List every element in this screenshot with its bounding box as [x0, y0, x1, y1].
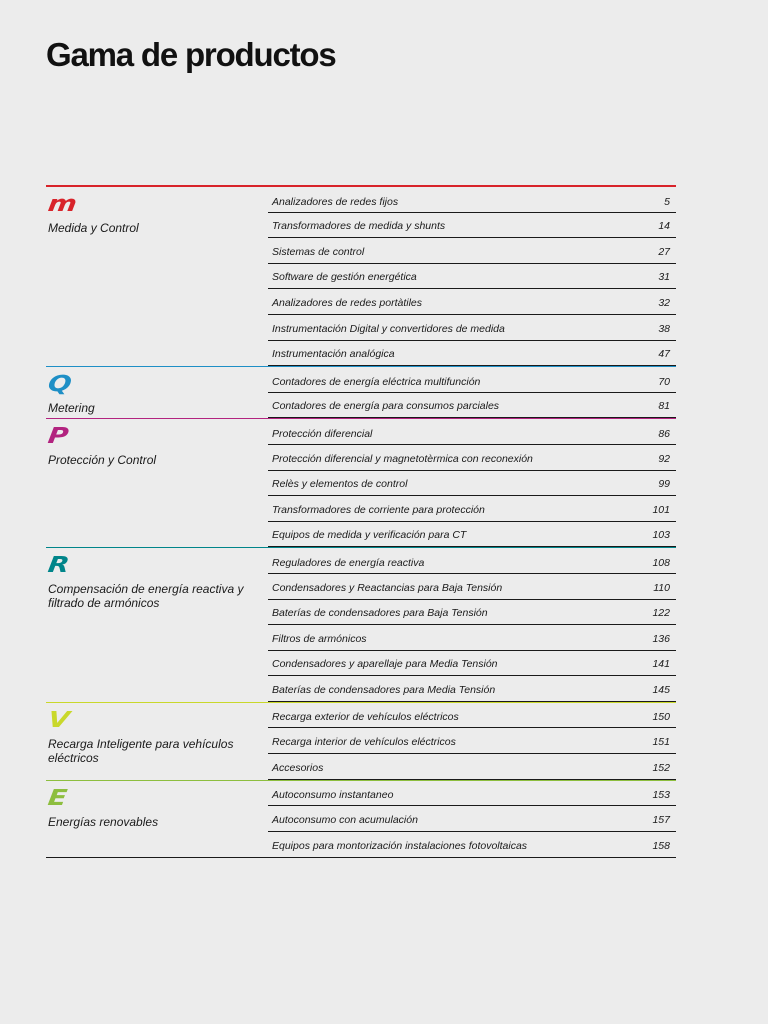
- entry-title: Instrumentación analógica: [272, 348, 395, 361]
- entry-page-number: 108: [652, 556, 670, 569]
- entry-page-number: 81: [658, 400, 670, 413]
- entry-page-number: 150: [652, 711, 670, 724]
- catalog-section: [46, 780, 676, 859]
- catalog-section: [46, 366, 676, 418]
- entry-page-number: 152: [652, 761, 670, 774]
- entry-title: Equipos para montorización instalaciones fotovoltaicas: [272, 840, 528, 853]
- catalog-entry[interactable]: [268, 703, 676, 729]
- section-item-list: [268, 367, 676, 418]
- entry-title: Autoconsumo instantaneo: [272, 789, 394, 802]
- entry-title: Relès y elementos de control: [272, 478, 408, 491]
- entry-page-number: 27: [658, 245, 670, 258]
- section-name: Metering: [48, 401, 95, 416]
- catalog-entry[interactable]: [268, 754, 676, 780]
- catalog-entry[interactable]: [268, 651, 676, 677]
- catalog-entry[interactable]: [268, 806, 676, 832]
- entry-page-number: 14: [658, 220, 670, 233]
- section-header: [46, 781, 268, 858]
- catalog-entry[interactable]: [268, 315, 676, 341]
- entry-title: Accesorios: [272, 761, 324, 774]
- section-item-list: [268, 703, 676, 780]
- catalog-entry[interactable]: [268, 522, 676, 548]
- catalog-section: [46, 418, 676, 547]
- section-header: [46, 703, 268, 780]
- entry-page-number: 86: [658, 427, 670, 440]
- section-header: [46, 187, 268, 366]
- catalog-entry[interactable]: [268, 419, 676, 445]
- entry-page-number: 122: [652, 607, 670, 620]
- entry-title: Filtros de armónicos: [272, 632, 367, 645]
- entry-title: Sistemas de control: [272, 245, 365, 258]
- entry-page-number: 99: [658, 478, 670, 491]
- entry-page-number: 101: [652, 503, 670, 516]
- section-name: Medida y Control: [48, 221, 139, 235]
- entry-title: Analizadores de redes portàtiles: [272, 296, 423, 309]
- entry-page-number: 92: [658, 452, 670, 465]
- section-item-list: [268, 419, 676, 547]
- section-header: [46, 367, 268, 418]
- entry-title: Equipos de medida y verificación para CT: [272, 529, 467, 542]
- product-catalog: [46, 185, 676, 858]
- entry-page-number: 38: [658, 322, 670, 335]
- catalog-section: [46, 702, 676, 780]
- entry-page-number: 141: [652, 658, 670, 671]
- page-title: Gama de productos: [46, 36, 336, 73]
- section-letter-logo: Q: [46, 372, 74, 398]
- catalog-entry[interactable]: [268, 600, 676, 626]
- entry-title: Software de gestión energética: [272, 271, 417, 284]
- catalog-entry[interactable]: [268, 289, 676, 315]
- section-name: Recarga Inteligente para vehículos eléctricos: [48, 736, 234, 765]
- entry-title: Recarga interior de vehículos eléctricos: [272, 736, 456, 749]
- catalog-entry[interactable]: [268, 471, 676, 497]
- catalog-entry[interactable]: [268, 548, 676, 574]
- entry-title: Contadores de energía eléctrica multifunción: [272, 375, 481, 388]
- entry-title: Analizadores de redes fijos: [272, 195, 399, 208]
- entry-page-number: 158: [652, 840, 670, 853]
- entry-title: Baterías de condensadores para Baja Tensión: [272, 607, 488, 620]
- entry-title: Reguladores de energía reactiva: [272, 556, 425, 569]
- section-item-list: [268, 548, 676, 702]
- catalog-entry[interactable]: [268, 676, 676, 702]
- entry-title: Autoconsumo con acumulación: [272, 813, 418, 826]
- entry-page-number: 32: [658, 296, 670, 309]
- entry-title: Contadores de energía para consumos parciales: [272, 400, 500, 413]
- section-header: [46, 548, 268, 702]
- catalog-entry[interactable]: [268, 187, 676, 213]
- catalog-entry[interactable]: [268, 832, 676, 858]
- catalog-entry[interactable]: [268, 393, 676, 419]
- entry-title: Condensadores y aparellaje para Media Tensión: [272, 658, 498, 671]
- entry-page-number: 110: [653, 581, 670, 594]
- entry-page-number: 5: [664, 195, 670, 208]
- entry-page-number: 157: [652, 813, 670, 826]
- catalog-entry[interactable]: [268, 238, 676, 264]
- entry-title: Transformadores de medida y shunts: [272, 220, 446, 233]
- entry-title: Condensadores y Reactancias para Baja Tensión: [272, 581, 503, 594]
- catalog-entry[interactable]: [268, 625, 676, 651]
- section-name: Protección y Control: [48, 453, 157, 468]
- section-letter-logo: P: [46, 424, 70, 450]
- section-name: Energías renovables: [48, 814, 159, 829]
- section-letter-logo: m: [46, 192, 79, 217]
- entry-title: Transformadores de corriente para protección: [272, 503, 485, 516]
- section-letter-logo: V: [46, 707, 72, 733]
- entry-page-number: 153: [652, 789, 670, 802]
- entry-page-number: 31: [658, 271, 670, 284]
- section-name: Compensación de energía reactiva y filtrado de armónicos: [48, 582, 244, 611]
- section-item-list: [268, 187, 676, 366]
- catalog-entry[interactable]: [268, 213, 676, 239]
- entry-page-number: 151: [652, 736, 670, 749]
- entry-page-number: 103: [652, 529, 670, 542]
- entry-page-number: 136: [652, 632, 670, 645]
- catalog-entry[interactable]: [268, 781, 676, 807]
- catalog-entry[interactable]: [268, 574, 676, 600]
- entry-title: Recarga exterior de vehículos eléctricos: [272, 711, 459, 724]
- catalog-entry[interactable]: [268, 264, 676, 290]
- section-letter-logo: E: [46, 785, 69, 811]
- entry-page-number: 145: [652, 683, 670, 696]
- catalog-section: [46, 185, 676, 366]
- catalog-entry[interactable]: [268, 496, 676, 522]
- catalog-entry[interactable]: [268, 367, 676, 393]
- catalog-entry[interactable]: [268, 445, 676, 471]
- catalog-section: [46, 547, 676, 702]
- entry-page-number: 70: [658, 375, 670, 388]
- section-item-list: [268, 781, 676, 858]
- section-letter-logo: R: [46, 553, 72, 579]
- section-header: [46, 419, 268, 547]
- catalog-entry[interactable]: [268, 341, 676, 367]
- entry-title: Protección diferencial y magnetotèrmica con reconexión: [272, 452, 533, 465]
- entry-title: Baterías de condensadores para Media Tensión: [272, 683, 496, 696]
- catalog-entry[interactable]: [268, 728, 676, 754]
- entry-title: Protección diferencial: [272, 427, 373, 440]
- entry-page-number: 47: [658, 348, 670, 361]
- entry-title: Instrumentación Digital y convertidores de medida: [272, 322, 505, 335]
